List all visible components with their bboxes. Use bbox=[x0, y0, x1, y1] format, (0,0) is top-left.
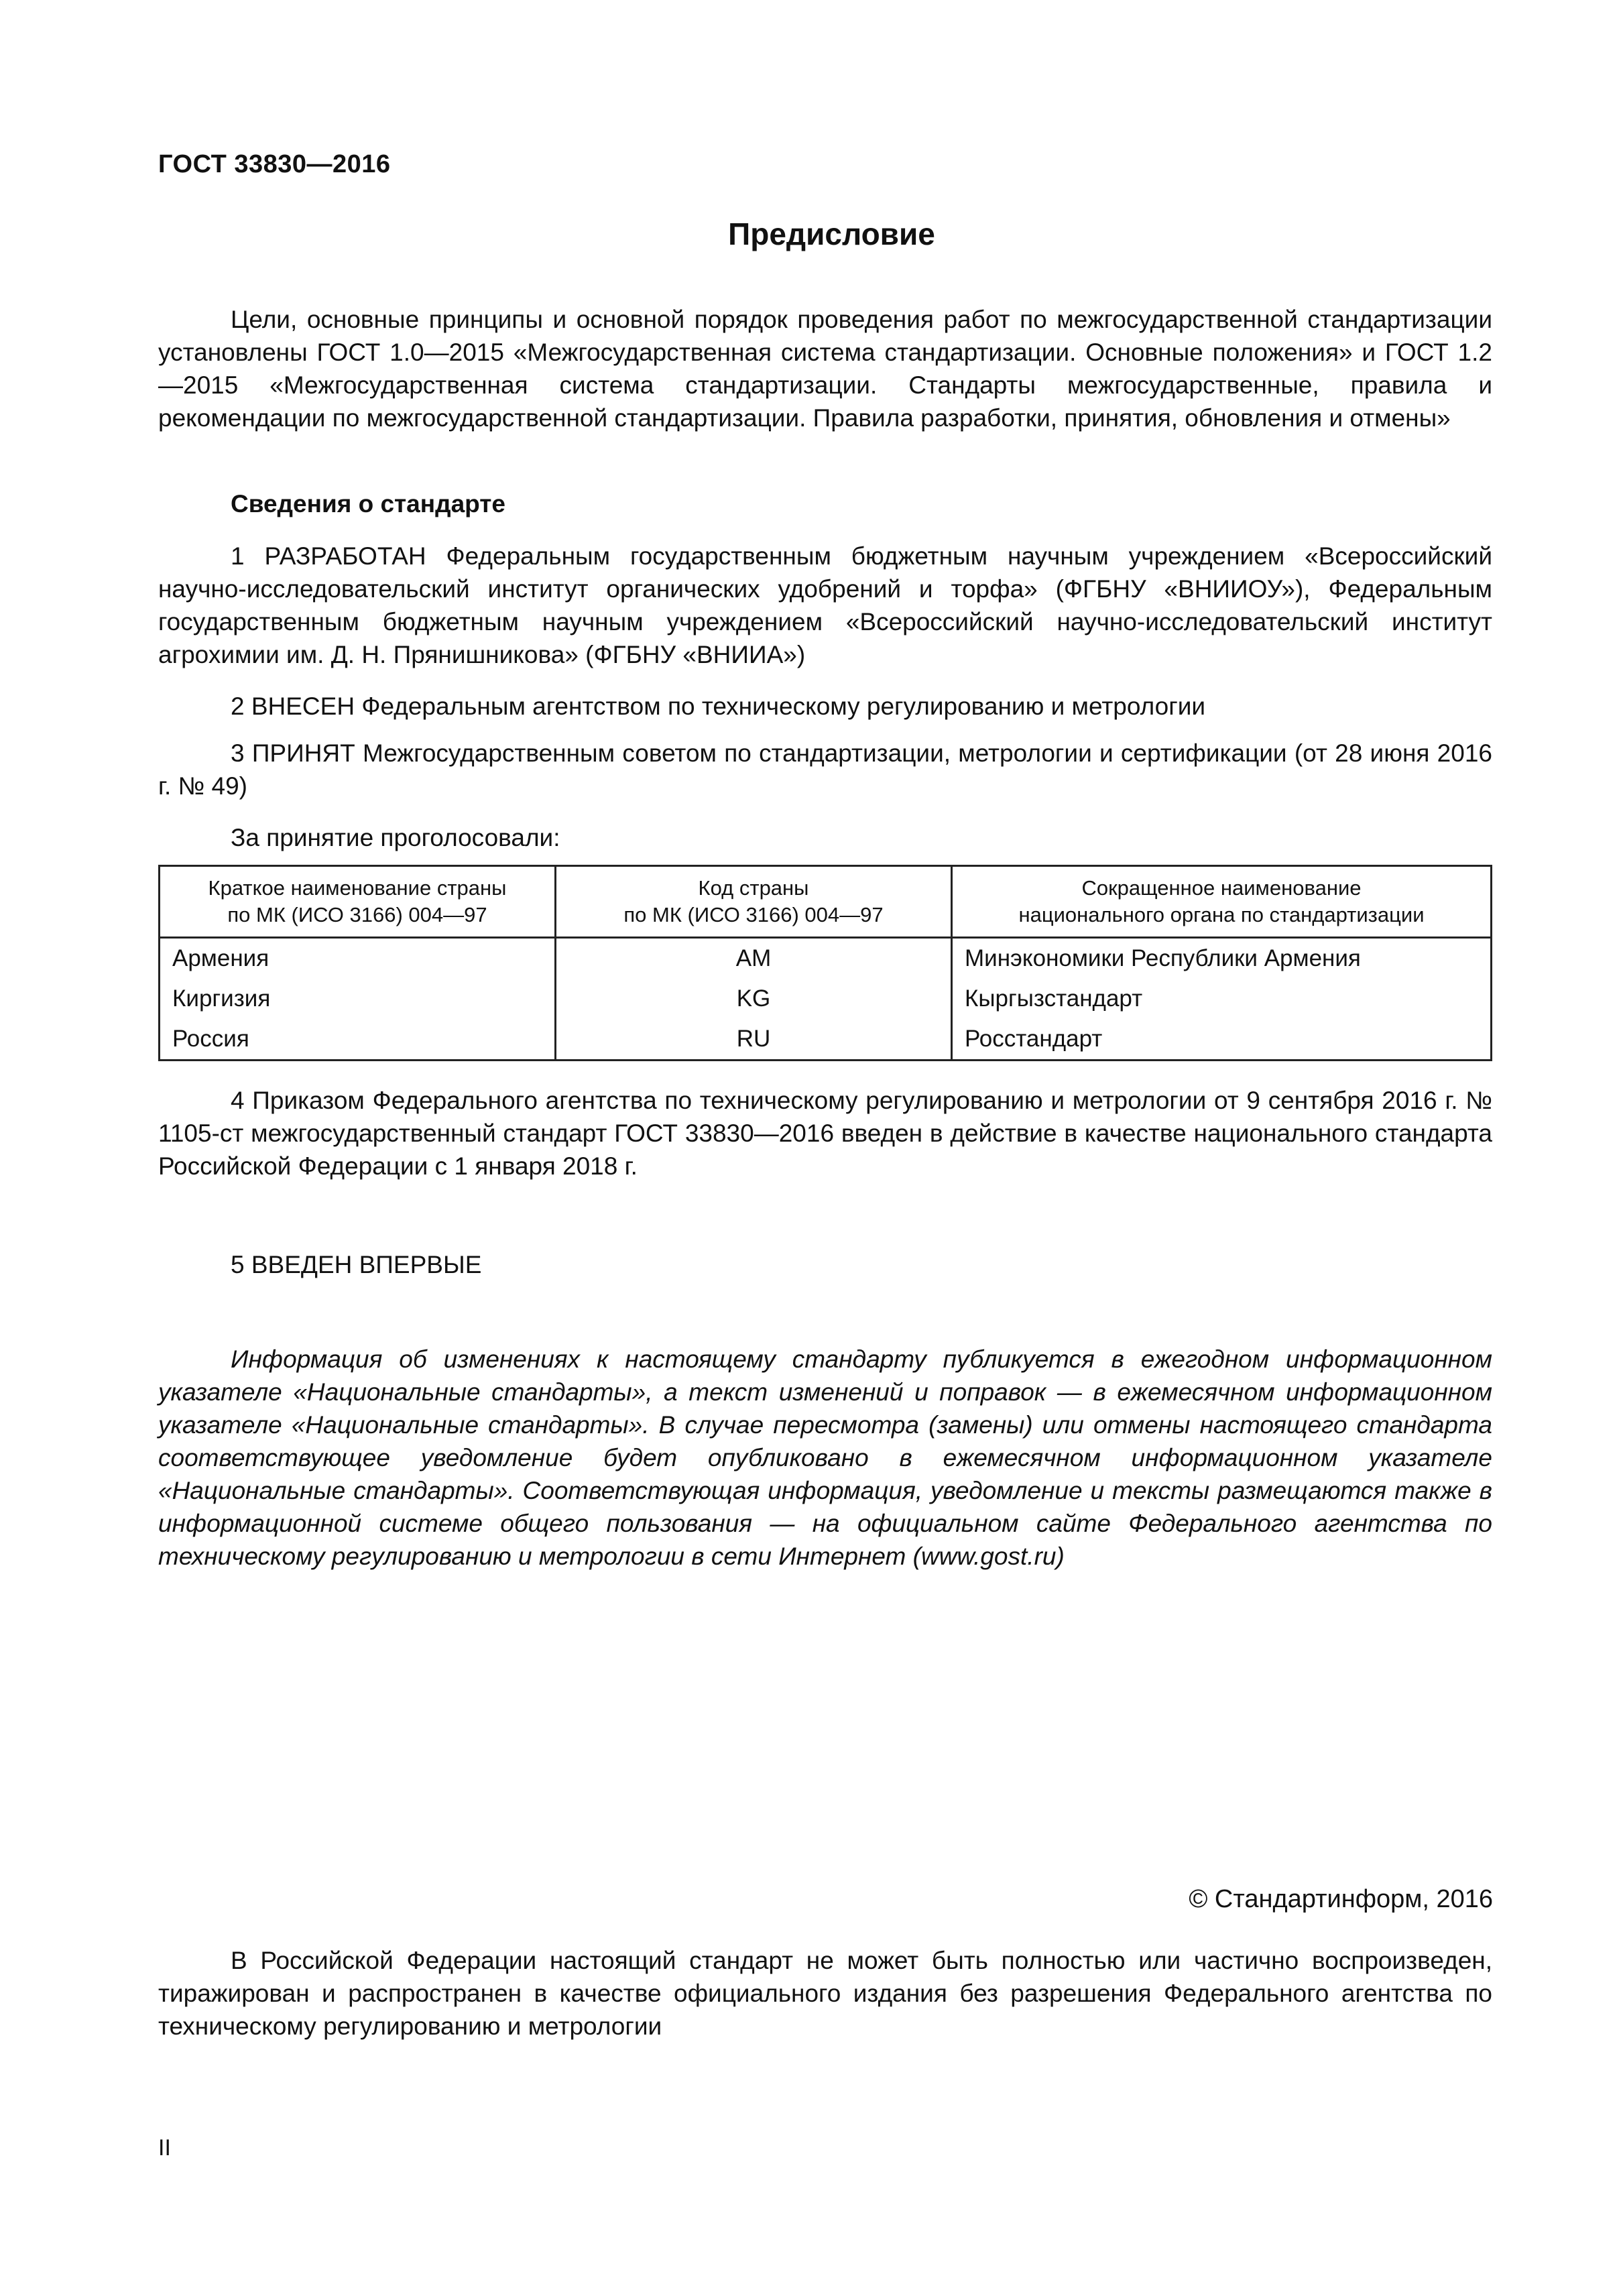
header-line: Код страны bbox=[698, 876, 809, 900]
table-header-code bbox=[556, 866, 952, 938]
table-cell-body: Росстандарт bbox=[952, 1019, 1492, 1061]
item-1-developed: 1 РАЗРАБОТАН Федеральным государственным бюджетным научным учреждением «Всероссийский научно-исследовательский институт органических удобрений и торфа» (ФГБНУ «ВНИИОУ»), Федеральным государственным бюджетным научным учреждением «Всероссийский научно-исследовательский институт агрохимии им. Д. Н. Прянишникова» (ФГБНУ «ВНИИА») bbox=[158, 542, 1492, 668]
item-3-adopted: 3 ПРИНЯТ Межгосударственным советом по стандартизации, метрологии и сертификации (от 28 июня 2016 г. № 49) bbox=[158, 739, 1492, 800]
table-header-body bbox=[952, 866, 1492, 938]
rights-paragraph: В Российской Федерации настоящий стандарт не может быть полностью или частично воспроизведен, тиражирован и распространен в качестве официального издания без разрешения Федерального агентства по техническому регулированию и метрологии bbox=[158, 1947, 1492, 2040]
document-code: ГОСТ 33830—2016 bbox=[158, 150, 391, 178]
header-line: Сокращенное наименование bbox=[1081, 876, 1362, 900]
table-cell-code: AM bbox=[556, 938, 952, 979]
item-2-introduced: 2 ВНЕСЕН Федеральным агентством по техническому регулированию и метрологии bbox=[231, 692, 1206, 720]
table-row bbox=[160, 1019, 1492, 1061]
header-line: национального органа по стандартизации bbox=[1018, 903, 1425, 926]
table-cell-code: KG bbox=[556, 979, 952, 1019]
header-line: Краткое наименование страны bbox=[208, 876, 507, 900]
header-line: по МК (ИСО 3166) 004—97 bbox=[623, 903, 884, 926]
table-cell-country: Армения bbox=[160, 938, 556, 979]
page-number: II bbox=[158, 2135, 171, 2161]
table-cell-code: RU bbox=[556, 1019, 952, 1061]
copyright-line: © Стандартинформ, 2016 bbox=[1189, 1885, 1493, 1913]
table-header-row bbox=[160, 866, 1492, 938]
table-cell-body: Минэкономики Республики Армения bbox=[952, 938, 1492, 979]
table-cell-body: Кыргызстандарт bbox=[952, 979, 1492, 1019]
voting-table bbox=[158, 865, 1492, 1061]
header-line: по МК (ИСО 3166) 004—97 bbox=[227, 903, 487, 926]
item-5-first-introduced: 5 ВВЕДЕН ВПЕРВЫЕ bbox=[231, 1251, 482, 1278]
info-heading: Сведения о стандарте bbox=[231, 490, 505, 518]
table-row bbox=[160, 979, 1492, 1019]
table-header-country bbox=[160, 866, 556, 938]
table-row bbox=[160, 938, 1492, 979]
table-cell-country: Киргизия bbox=[160, 979, 556, 1019]
page-title: Предисловие bbox=[728, 217, 935, 251]
intro-paragraph: Цели, основные принципы и основной порядок проведения работ по межгосударственной стандартизации установлены ГОСТ 1.0—2015 «Межгосударственная система стандартизации. Основные положения» и ГОСТ 1.2—2015 «Межгосударственная система стандартизации. Стандарты межгосударственные, правила и рекомендации по межгосударственной стандартизации. Правила разработки, принятия, обновления и отмены» bbox=[158, 306, 1492, 432]
notice-paragraph: Информация об изменениях к настоящему стандарту публикуется в ежегодном информационном указателе «Национальные стандарты», а текст изменений и поправок — в ежемесячном информационном указателе «Национальные стандарты». В случае пересмотра (замены) или отмены настоящего стандарта соответствующее уведомление будет опубликовано в ежемесячном информационном указателе «Национальные стандарты». Соответствующая информация, уведомление и тексты размещаются также в информационной системе общего пользования — на официальном сайте Федерального агентства по техническому регулированию и метрологии в сети Интернет (www.gost.ru) bbox=[158, 1345, 1492, 1570]
item-4-order: 4 Приказом Федерального агентства по техническому регулированию и метрологии от 9 сентября 2016 г. № 1105-ст межгосударственный стандарт ГОСТ 33830—2016 введен в действие в качестве национального стандарта Российской Федерации с 1 января 2018 г. bbox=[158, 1087, 1492, 1180]
voted-label: За принятие проголосовали: bbox=[231, 824, 560, 851]
table-cell-country: Россия bbox=[160, 1019, 556, 1061]
